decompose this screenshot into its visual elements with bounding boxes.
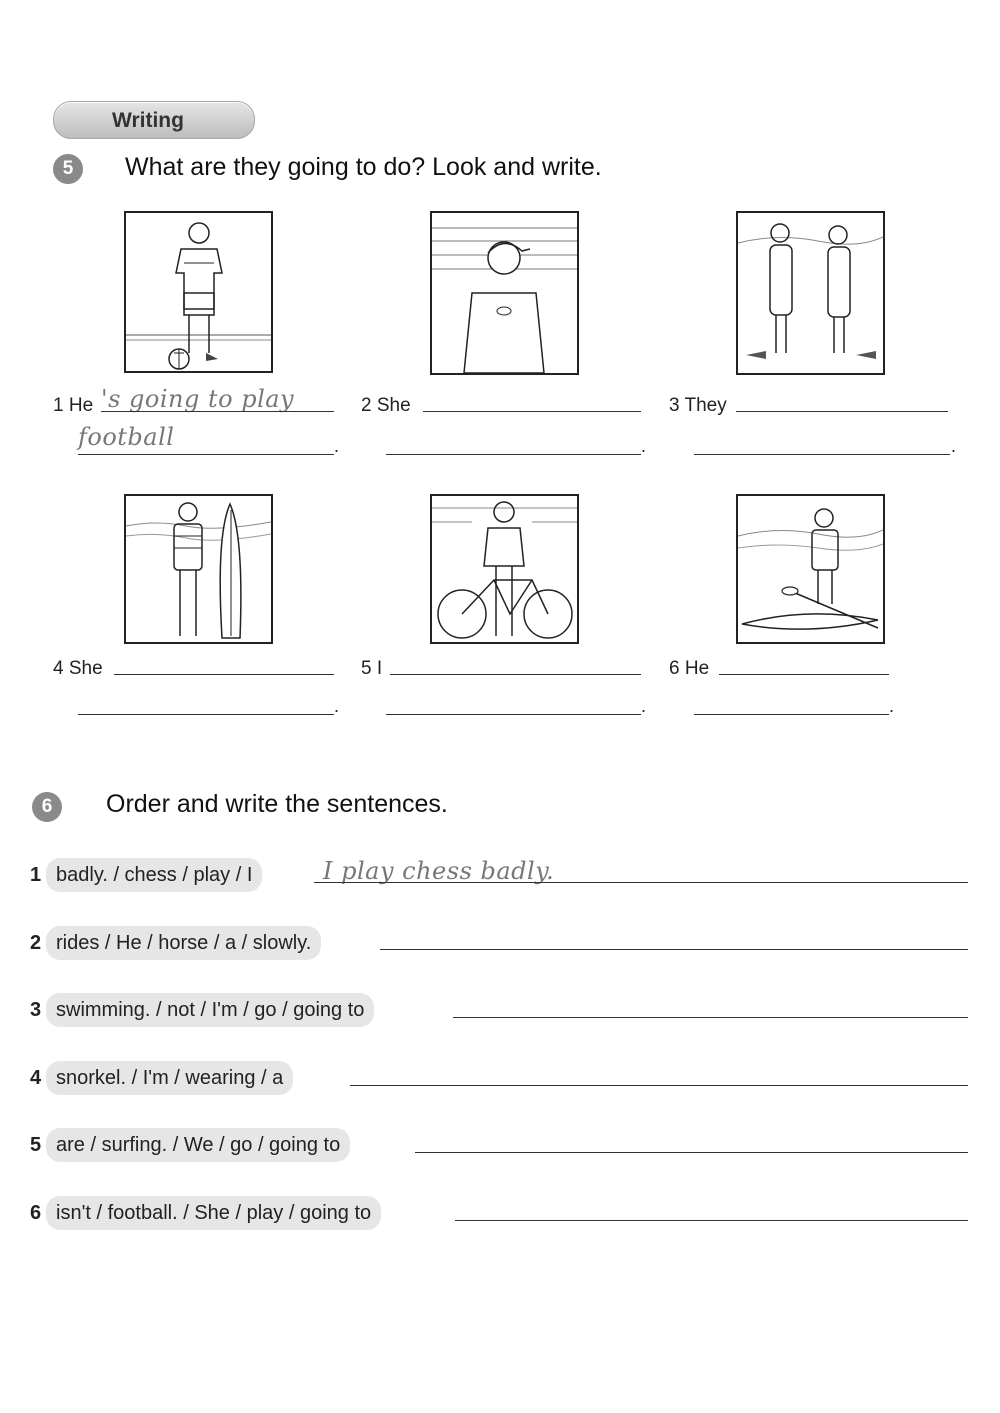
ex5-item3-write-line1[interactable] [736,411,948,412]
ex5-item1-label: 1 He [53,395,94,416]
section-header [53,101,255,139]
ex6-item3-words: swimming. / not / I'm / go / going to [46,993,374,1027]
section-label: Writing [112,109,184,132]
ex6-item1-words: badly. / chess / play / I [46,858,262,892]
exercise-6-number: 6 [32,792,62,822]
picture-football-boy [124,211,273,373]
ex6-item5-words: are / surfing. / We / go / going to [46,1128,350,1162]
picture-kayaker [736,494,885,644]
ex5-item3-period: . [951,436,957,456]
ex5-item4-period: . [334,696,340,716]
ex5-item5-write-line1[interactable] [390,674,641,675]
exercise-5-number: 5 [53,154,83,184]
ex5-item1-write-line2[interactable] [78,454,334,455]
ex5-item6-write-line1[interactable] [719,674,889,675]
ex5-item3-write-line2[interactable] [694,454,950,455]
ex6-item4-write-line[interactable] [350,1085,968,1086]
picture-cyclist [430,494,579,644]
ex5-item1-answer-line1: 's going to play [101,385,295,413]
ex6-item4-number: 4 [30,1067,42,1089]
ex5-item1-write-line1[interactable] [101,411,334,412]
ex5-item2-write-line1[interactable] [423,411,641,412]
ex6-item4-words: snorkel. / I'm / wearing / a [46,1061,293,1095]
ex5-item6-period: . [889,696,895,716]
ex6-item1-write-line[interactable] [314,882,968,883]
ex5-item5-write-line2[interactable] [386,714,641,715]
ex5-item1-period: . [334,436,340,456]
exercise-5-title: What are they going to do? Look and write. [125,153,602,181]
ex6-item5-write-line[interactable] [415,1152,968,1153]
ex6-item3-number: 3 [30,999,42,1021]
ex6-item2-words: rides / He / horse / a / slowly. [46,926,321,960]
picture-surfer [124,494,273,644]
ex5-item4-write-line1[interactable] [114,674,334,675]
ex5-item4-write-line2[interactable] [78,714,334,715]
ex5-item1-answer-line2: football [78,423,175,451]
ex6-item6-words: isn't / football. / She / play / going to [46,1196,381,1230]
ex6-item6-write-line[interactable] [455,1220,968,1221]
ex6-item2-number: 2 [30,932,42,954]
exercise-6-title: Order and write the sentences. [106,790,448,818]
ex6-item1-number: 1 [30,864,42,886]
picture-girl-cap [430,211,579,375]
ex5-item2-write-line2[interactable] [386,454,641,455]
picture-snorkelers [736,211,885,375]
ex5-item3-label: 3 They [669,395,727,416]
ex5-item5-period: . [641,696,647,716]
ex5-item6-write-line2[interactable] [694,714,889,715]
ex6-item2-write-line[interactable] [380,949,968,950]
ex6-item6-number: 6 [30,1202,42,1224]
ex5-item2-label: 2 She [361,395,411,416]
ex5-item4-label: 4 She [53,658,103,679]
ex5-item2-period: . [641,436,647,456]
ex6-item5-number: 5 [30,1134,42,1156]
ex6-item1-answer: I play chess badly. [323,857,555,885]
ex6-item3-write-line[interactable] [453,1017,968,1018]
ex5-item5-label: 5 I [361,658,383,679]
ex5-item6-label: 6 He [669,658,710,679]
